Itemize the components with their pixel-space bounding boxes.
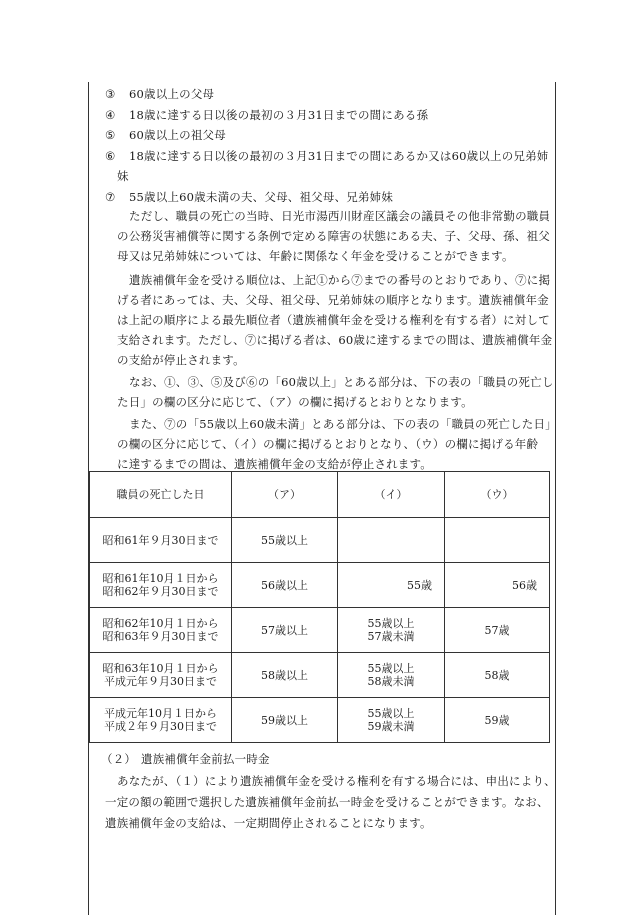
i-lower-bound: 55歳以上 [367, 617, 415, 630]
u-cell: 59歳 [445, 698, 550, 743]
a-cell: 55歳以上 [232, 518, 338, 563]
paragraph-1-line-2: の公務災害補償等に関する条例で定める障害の状態にある夫、子、父母、孫、祖父 [117, 229, 550, 243]
u-cell: 56歳 [445, 563, 550, 608]
death-date-from: 昭和61年10月１日から [102, 572, 219, 585]
header-death-date: 職員の死亡した日 [90, 472, 232, 518]
header-i: （イ） [338, 472, 445, 518]
i-cell [338, 608, 445, 653]
death-date-line: 昭和61年９月30日まで [102, 533, 219, 547]
paragraph-2-line-3: は上記の順序による最先順位者（遺族補償年金を受ける権利を有する者）に対して [117, 313, 550, 327]
i-upper-bound: 59歳未満 [367, 720, 415, 733]
a-cell: 56歳以上 [232, 563, 338, 608]
list-number-5: ⑤ [105, 128, 116, 142]
paragraph-4-line-1: また、⑦の「55歳以上60歳未満」とある部分は、下の表の「職員の死亡した日」 [129, 417, 557, 431]
death-date-to: 昭和62年９月30日まで [102, 585, 219, 598]
header-a: （ア） [232, 472, 338, 518]
paragraph-2-line-1: 遺族補償年金を受ける順位は、上記①から⑦までの番号のとおりであり、⑦に掲 [129, 273, 551, 287]
death-date-from: 平成元年10月１日から [104, 707, 217, 720]
section-2-line-1: あなたが、（１）により遺族補償年金を受ける権利を有する場合には、申出により、 [117, 774, 556, 788]
a-cell: 58歳以上 [232, 653, 338, 698]
u-cell: 58歳 [445, 653, 550, 698]
death-date-cell [90, 653, 232, 698]
section-2-line-2: 一定の額の範囲で選択した遺族補償年金前払一時金を受けることができます。なお、 [105, 795, 549, 809]
table-row [90, 698, 550, 743]
i-cell [338, 698, 445, 743]
header-u: （ウ） [445, 472, 550, 518]
table-row [90, 608, 550, 653]
i-lower-bound: 55歳以上 [367, 707, 415, 720]
i-cell [338, 653, 445, 698]
table-row [90, 653, 550, 698]
list-item-3: 60歳以上の父母 [129, 87, 215, 101]
list-number-7: ⑦ [105, 190, 116, 204]
death-date-to: 昭和63年９月30日まで [102, 630, 219, 643]
list-item-6: 18歳に達する日以後の最初の３月31日までの間にあるか又は60歳以上の兄弟姉 [129, 149, 549, 163]
list-item-6-continued: 妹 [117, 169, 129, 183]
paragraph-3-line-2: た日」の欄の区分に応じて、（ア）の欄に掲げるとおりとなります。 [117, 395, 473, 409]
paragraph-2-line-5: の支給が停止されます。 [117, 353, 245, 367]
death-date-from: 昭和62年10月１日から [102, 617, 219, 630]
a-cell: 59歳以上 [232, 698, 338, 743]
list-number-6: ⑥ [105, 149, 116, 163]
death-date-cell [90, 518, 232, 563]
section-2-line-3: 遺族補償年金の支給は、一定期間停止されることになります。 [105, 816, 432, 830]
death-date-to: 平成２年９月30日まで [104, 720, 217, 733]
table-row [90, 518, 550, 563]
paragraph-4-line-3: に達するまでの間は、遺族補償年金の支給が停止されます。 [117, 457, 432, 471]
section-2-number: （２） [101, 752, 137, 766]
i-upper-bound: 58歳未満 [367, 675, 415, 688]
table-row [90, 563, 550, 608]
paragraph-1-line-1: ただし、職員の死亡の当時、日光市湯西川財産区議会の議員その他非常勤の職員 [129, 209, 551, 223]
list-item-5: 60歳以上の祖父母 [129, 128, 226, 142]
paragraph-2-line-4: 支給されます。ただし、⑦に掲げる者は、60歳に達するまでの間は、遺族補償年金 [117, 333, 553, 347]
paragraph-4-line-2: の欄の区分に応じて、（イ）の欄に掲げるとおりとなり、（ウ）の欄に掲げる年齢 [117, 437, 539, 451]
list-item-7: 55歳以上60歳未満の夫、父母、祖父母、兄弟姉妹 [129, 190, 394, 204]
paragraph-1-line-3: 母又は兄弟姉妹については、年齢に関係なく年金を受けることができます。 [117, 249, 514, 263]
death-date-from: 昭和63年10月１日から [102, 662, 219, 675]
death-date-cell [90, 608, 232, 653]
u-cell: 57歳 [445, 608, 550, 653]
death-date-to: 平成元年９月30日まで [104, 675, 217, 688]
list-number-4: ④ [105, 108, 116, 122]
i-cell [338, 518, 445, 563]
list-item-4: 18歳に達する日以後の最初の３月31日までの間にある孫 [129, 108, 429, 122]
death-date-cell [90, 563, 232, 608]
list-number-3: ③ [105, 87, 116, 101]
paragraph-2-line-2: げる者にあっては、夫、父母、祖父母、兄弟姉妹の順序となります。遺族補償年金 [117, 293, 549, 307]
i-upper-bound: 57歳未満 [367, 630, 415, 643]
i-lower-bound: 55歳以上 [367, 662, 415, 675]
i-cell: 55歳 [338, 563, 445, 608]
death-date-cell [90, 698, 232, 743]
u-cell [445, 518, 550, 563]
age-table [89, 471, 550, 743]
a-cell: 57歳以上 [232, 608, 338, 653]
paragraph-3-line-1: なお、①、③、⑤及び⑥の「60歳以上」とある部分は、下の表の「職員の死亡し [129, 375, 554, 389]
section-2-heading: 遺族補償年金前払一時金 [141, 752, 270, 766]
table-header-row [90, 472, 550, 518]
